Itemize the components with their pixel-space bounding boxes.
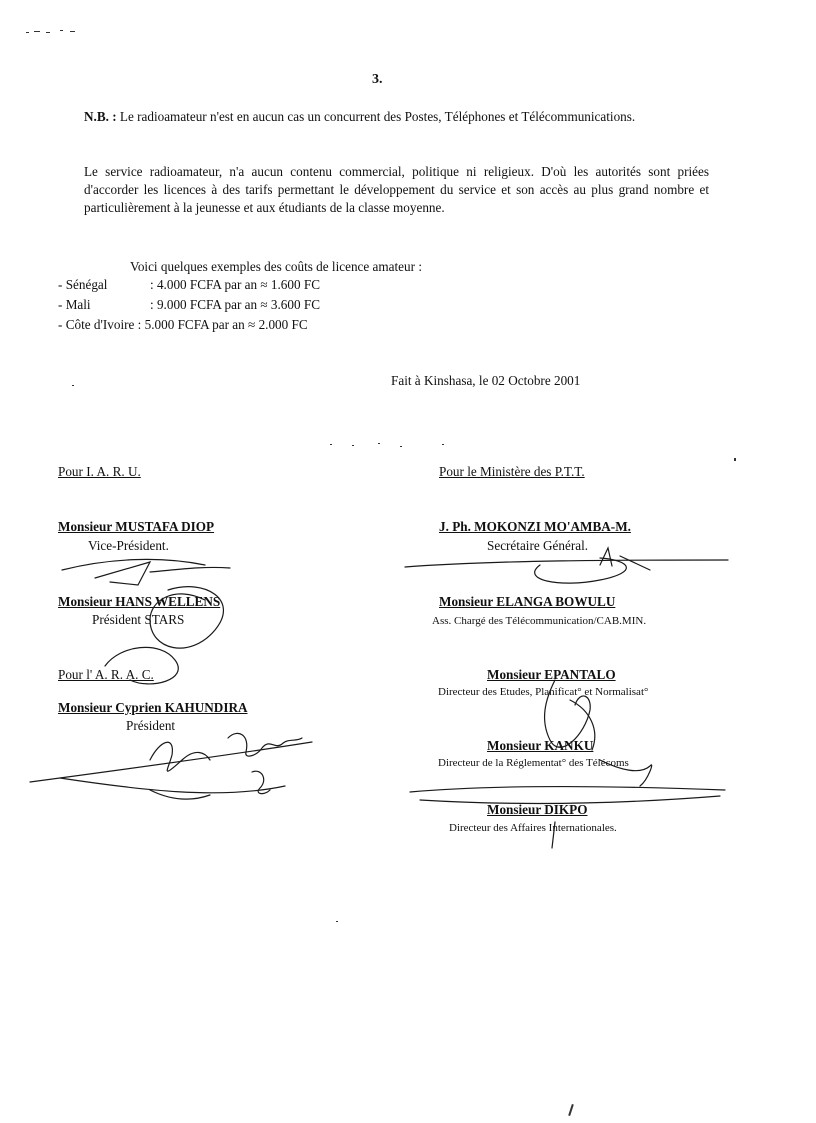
signatory-title: Ass. Chargé des Télécommunication/CAB.MIN. xyxy=(432,615,647,627)
signatory-title: Vice-Président. xyxy=(88,538,169,553)
nb-label: N.B. : xyxy=(84,109,117,124)
page-number: 3. xyxy=(372,72,383,87)
date-line: Fait à Kinshasa, le 02 Octobre 2001 xyxy=(391,373,581,388)
signatory-name: Monsieur MUSTAFA DIOP xyxy=(58,519,215,534)
nb-text: Le radioamateur n'est en aucun cas un concurrent des Postes, Téléphones et Télécommunications. xyxy=(119,109,636,124)
signatory-title: Directeur de la Réglementat° des Télécoms xyxy=(438,757,629,769)
signatory-title: Président xyxy=(126,718,176,733)
scan-speck xyxy=(26,32,29,33)
scan-speck xyxy=(442,444,444,445)
cost-value: : 5.000 FCFA par an ≈ 2.000 FC xyxy=(137,317,308,332)
signatory-title: Directeur des Etudes, Planificat° et Normalisat° xyxy=(438,686,649,698)
scan-speck xyxy=(34,31,40,32)
cost-row xyxy=(58,276,320,294)
scan-speck xyxy=(72,385,74,386)
scan-speck xyxy=(734,458,736,461)
scan-speck xyxy=(352,445,354,446)
cost-row xyxy=(58,316,308,334)
left-heading-arac: Pour l' A. R. A. C. xyxy=(58,667,154,682)
cost-country: - Sénégal xyxy=(58,277,108,292)
cost-row xyxy=(58,296,320,314)
scan-speck xyxy=(70,31,75,32)
scan-speck xyxy=(336,921,338,922)
nb-note xyxy=(84,108,709,126)
signatory-name: Monsieur ELANGA BOWULU xyxy=(439,594,616,609)
scan-speck xyxy=(46,32,50,33)
signatory-name: Monsieur EPANTALO xyxy=(487,667,616,682)
scan-speck xyxy=(330,444,332,445)
costs-intro: Voici quelques exemples des coûts de licence amateur : xyxy=(130,259,422,274)
cost-country: - Côte d'Ivoire xyxy=(58,317,135,332)
signatory-title: Président STARS xyxy=(92,612,185,627)
service-paragraph: Le service radioamateur, n'a aucun contenu commercial, politique ni religieux. D'où les autorités sont priées d'accorder les licences à des tarifs permettant le développement du service et son accès au plus grand nombre et particulièrement à la jeunesse et aux étudiants de la classe moyenne. xyxy=(84,164,709,215)
signatory-title: Directeur des Affaires Internationales. xyxy=(449,822,617,834)
scan-speck xyxy=(378,443,380,444)
cost-value: : 9.000 FCFA par an ≈ 3.600 FC xyxy=(150,297,321,312)
scan-mark xyxy=(568,1104,574,1116)
cost-country: - Mali xyxy=(58,297,91,312)
signatory-name: J. Ph. MOKONZI MO'AMBA-M. xyxy=(439,519,631,534)
scan-speck xyxy=(60,30,63,31)
left-heading: Pour I. A. R. U. xyxy=(58,464,141,479)
scan-speck xyxy=(400,446,402,447)
signatory-name: Monsieur HANS WELLENS xyxy=(58,594,221,609)
signatory-title: Secrétaire Général. xyxy=(487,538,589,553)
signatory-name: Monsieur Cyprien KAHUNDIRA xyxy=(58,700,248,715)
signatory-name: Monsieur KANKU xyxy=(487,738,594,753)
right-heading: Pour le Ministère des P.T.T. xyxy=(439,464,585,479)
cost-value: : 4.000 FCFA par an ≈ 1.600 FC xyxy=(150,277,321,292)
signatory-name: Monsieur DIKPO xyxy=(487,802,588,817)
